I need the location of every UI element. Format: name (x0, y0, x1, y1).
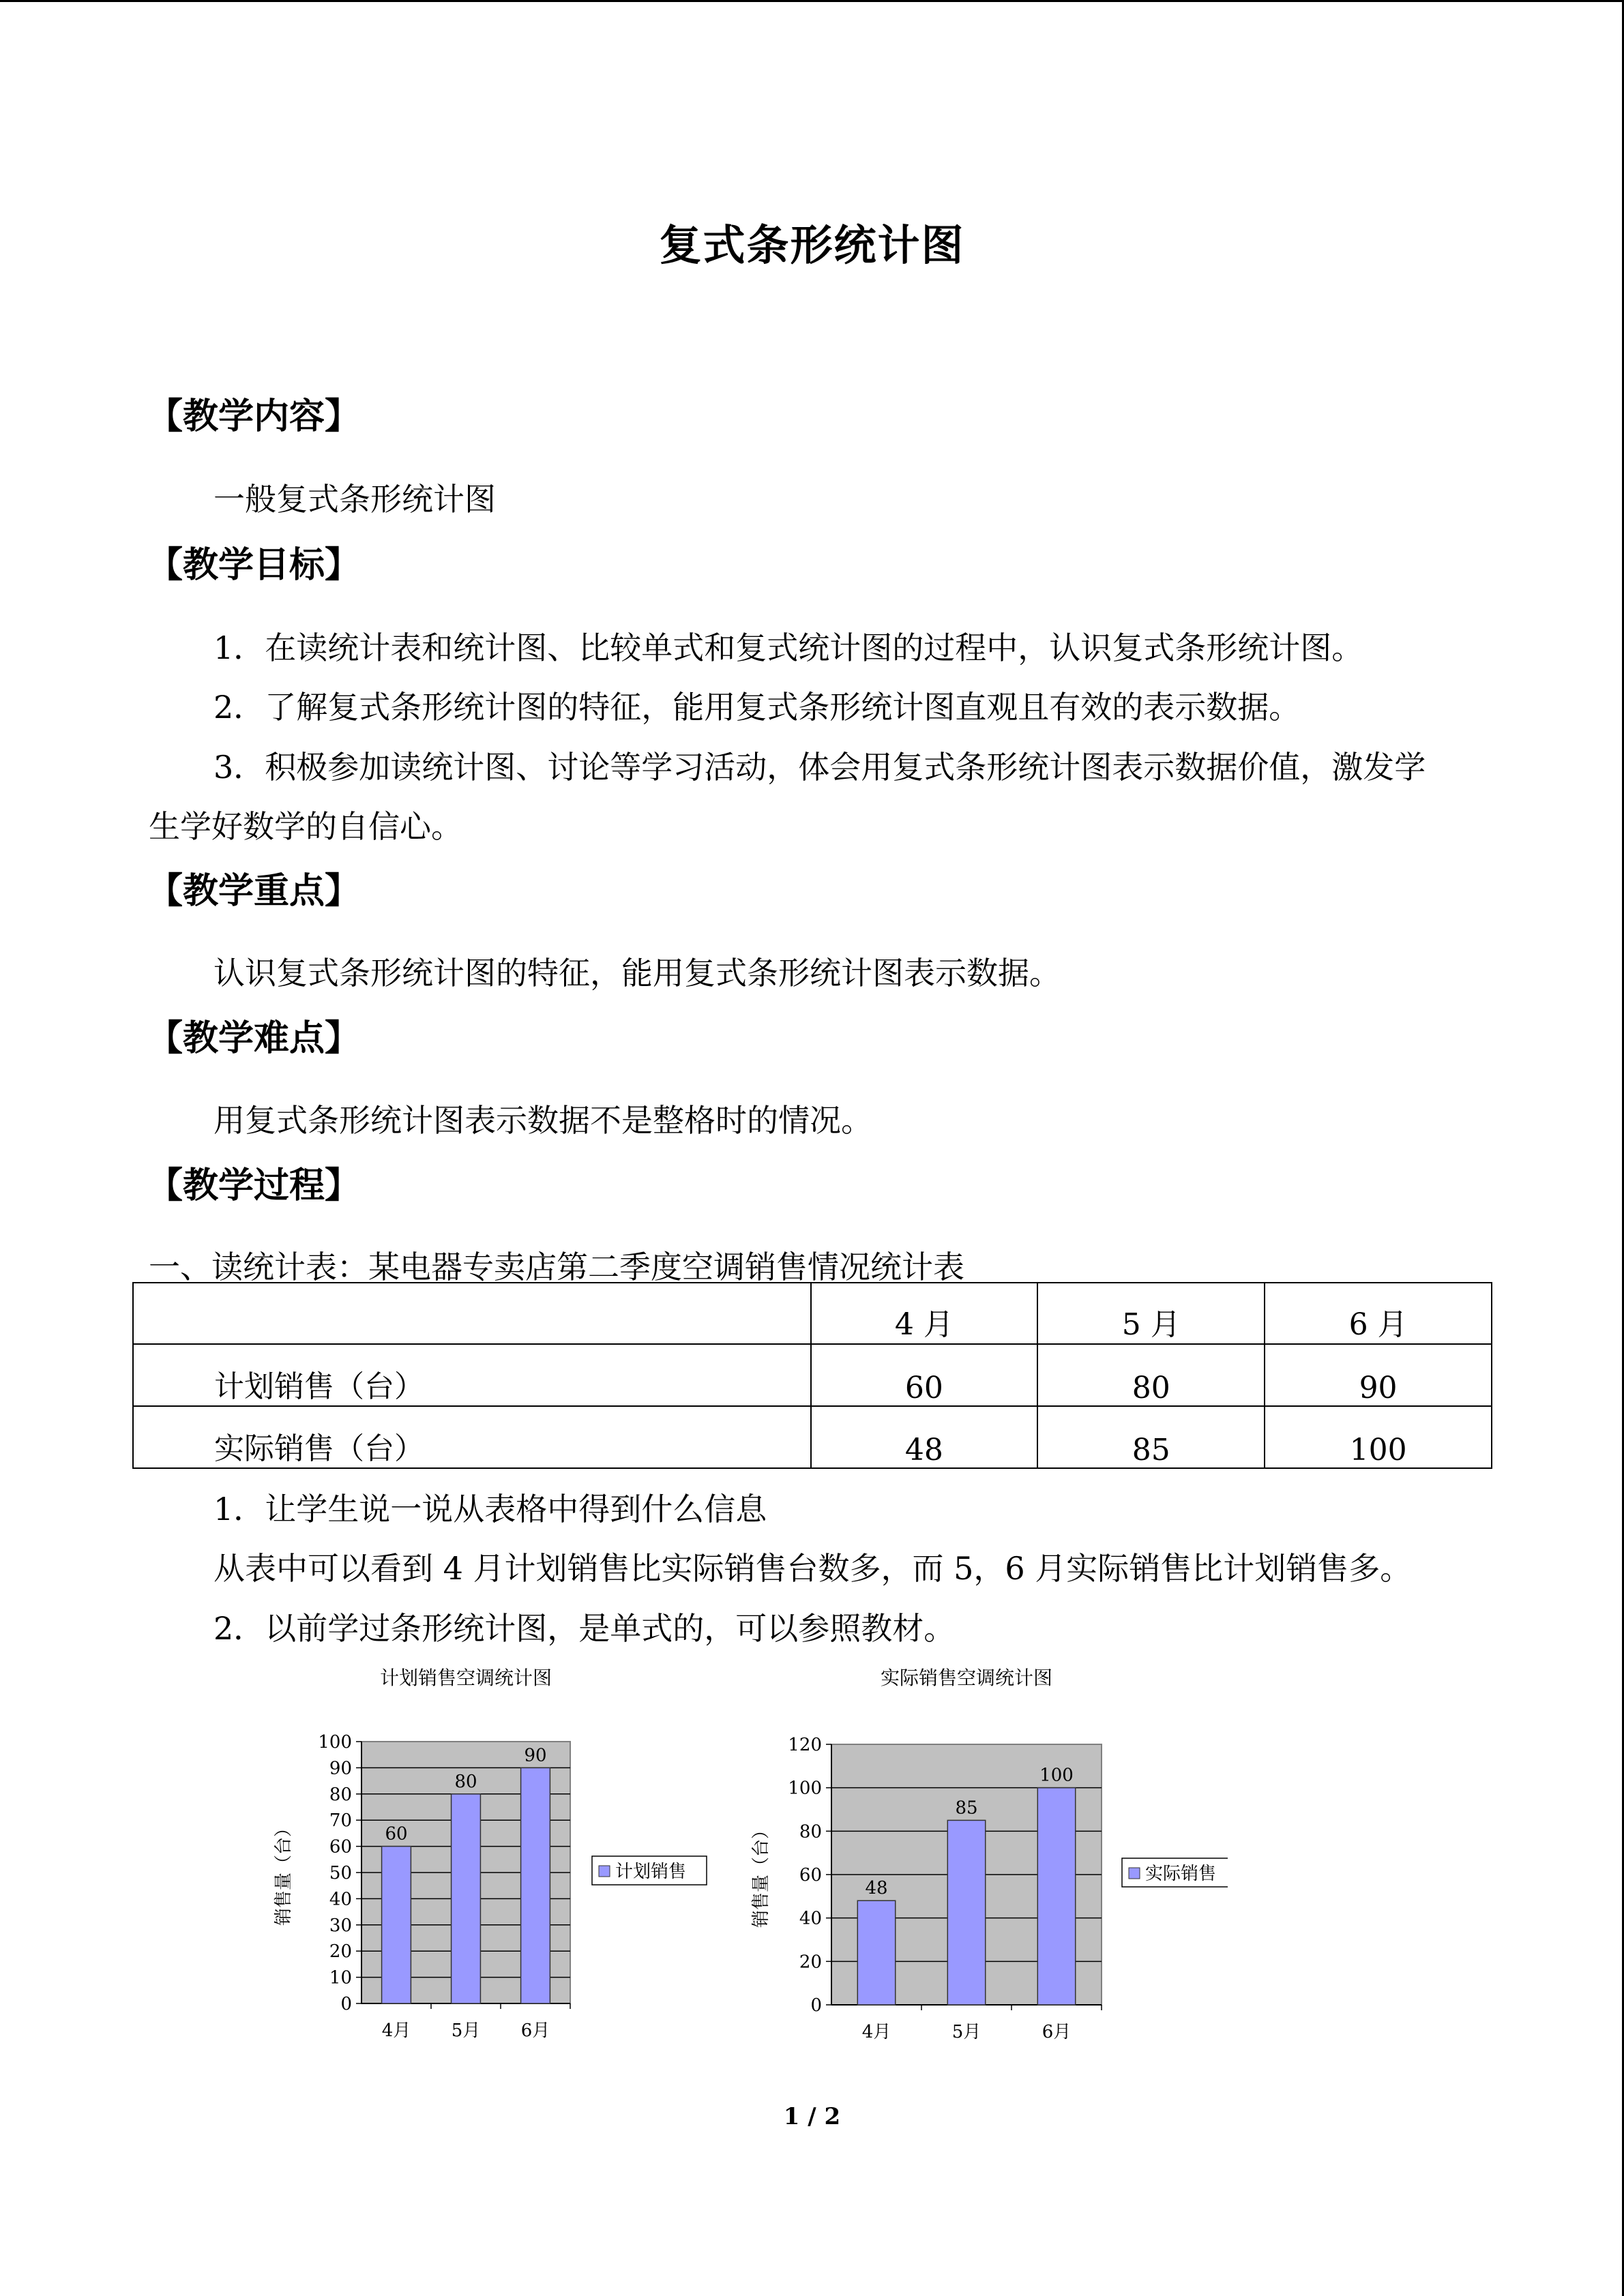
y-tick-label: 0 (340, 1994, 352, 2014)
y-tick-label: 60 (329, 1836, 352, 1858)
x-tick-label: 4月 (861, 2022, 891, 2042)
goal-2: 2．了解复式条形统计图的特征，能用复式条形统计图直观且有效的表示数据。 (213, 689, 1301, 726)
table-header-cell: 5 月 (1037, 1283, 1265, 1344)
x-tick-label: 4月 (381, 2021, 411, 2041)
legend-swatch (1129, 1868, 1140, 1879)
table-header-cell: 4 月 (811, 1283, 1038, 1344)
y-axis-label: 销售量（台） (751, 1821, 771, 1928)
table-cell: 80 (1037, 1344, 1265, 1406)
y-axis-label: 销售量（台） (274, 1819, 294, 1926)
x-tick-label: 6月 (520, 2021, 550, 2041)
y-tick-label: 60 (799, 1865, 822, 1885)
key-points-text: 认识复式条形统计图的特征，能用复式条形统计图表示数据。 (213, 955, 1061, 992)
bar (521, 1768, 550, 2003)
legend-label: 实际销售 (1145, 1864, 1217, 1884)
y-tick-label: 50 (329, 1863, 352, 1883)
table-header-cell (133, 1283, 811, 1344)
y-tick-label: 90 (329, 1758, 352, 1779)
goal-3-line-2: 生学好数学的自信心。 (149, 808, 462, 845)
y-tick-label: 80 (799, 1821, 822, 1843)
table-cell: 100 (1265, 1406, 1492, 1468)
planned-sales-chart-svg (259, 1657, 750, 2066)
content-text: 一般复式条形统计图 (213, 481, 496, 518)
data-label: 100 (1039, 1765, 1074, 1786)
x-tick-label: 6月 (1042, 2022, 1072, 2042)
table-header-row (133, 1283, 1492, 1344)
legend-label: 计划销售 (615, 1862, 687, 1882)
data-label: 85 (955, 1798, 978, 1819)
difficulties-text: 用复式条形统计图表示数据不是整格时的情况。 (213, 1102, 872, 1139)
table-row (133, 1344, 1492, 1406)
table-cell: 90 (1265, 1344, 1492, 1406)
table-header-cell: 6 月 (1265, 1283, 1492, 1344)
step-1-answer: 从表中可以看到 4 月计划销售比实际销售台数多，而 5，6 月实际销售比计划销售多。 (213, 1550, 1412, 1587)
table-caption: 一、读统计表：某电器专卖店第二季度空调销售情况统计表 (149, 1249, 964, 1285)
planned-sales-chart (259, 1657, 750, 2069)
x-tick-label: 5月 (451, 2021, 481, 2041)
y-tick-label: 20 (799, 1952, 822, 1973)
bar (947, 1820, 985, 2005)
bar (1037, 1788, 1075, 2005)
bar (452, 1794, 481, 2003)
x-tick-label: 5月 (951, 2022, 981, 2042)
page-number: 1 / 2 (783, 2103, 841, 2130)
bar (857, 1900, 895, 2005)
heading-goals: 【教学目标】 (147, 544, 361, 586)
data-label: 60 (385, 1823, 408, 1845)
y-tick-label: 40 (329, 1889, 352, 1910)
y-tick-label: 20 (329, 1941, 352, 1963)
data-label: 48 (865, 1878, 888, 1899)
heading-process: 【教学过程】 (147, 1165, 361, 1206)
bar (382, 1847, 411, 2003)
y-tick-label: 30 (329, 1915, 352, 1936)
goal-1: 1．在读统计表和统计图、比较单式和复式统计图的过程中，认识复式条形统计图。 (213, 629, 1363, 666)
y-tick-label: 70 (329, 1810, 352, 1832)
sales-table (132, 1282, 1492, 1469)
table-cell: 48 (811, 1406, 1038, 1468)
heading-content: 【教学内容】 (147, 396, 361, 437)
heading-key-points: 【教学重点】 (147, 870, 361, 912)
actual-sales-chart-svg (737, 1657, 1228, 2066)
legend-swatch (599, 1866, 610, 1877)
y-tick-label: 80 (329, 1784, 352, 1805)
actual-sales-chart (737, 1657, 1228, 2069)
page-title: 复式条形统计图 (659, 220, 965, 270)
y-tick-label: 10 (329, 1967, 352, 1988)
step-1: 1．让学生说一说从表格中得到什么信息 (213, 1491, 767, 1527)
step-2: 2．以前学过条形统计图，是单式的，可以参照教材。 (213, 1610, 956, 1647)
y-tick-label: 100 (318, 1732, 352, 1753)
data-label: 90 (524, 1745, 547, 1766)
table-row-label: 实际销售（台） (133, 1406, 811, 1468)
data-label: 80 (454, 1771, 477, 1792)
goal-3-line-1: 3．积极参加读统计图、讨论等学习活动，体会用复式条形统计图表示数据价值，激发学 (213, 749, 1426, 786)
table-row-label: 计划销售（台） (133, 1344, 811, 1406)
table-cell: 85 (1037, 1406, 1265, 1468)
y-tick-label: 100 (788, 1778, 822, 1799)
y-tick-label: 120 (788, 1735, 822, 1755)
y-tick-label: 0 (810, 1995, 822, 2016)
heading-difficulties: 【教学难点】 (147, 1017, 361, 1059)
chart-title: 实际销售空调统计图 (880, 1667, 1053, 1689)
chart-title: 计划销售空调统计图 (379, 1667, 552, 1689)
y-tick-label: 40 (799, 1908, 822, 1929)
table-cell: 60 (811, 1344, 1038, 1406)
table-row (133, 1406, 1492, 1468)
